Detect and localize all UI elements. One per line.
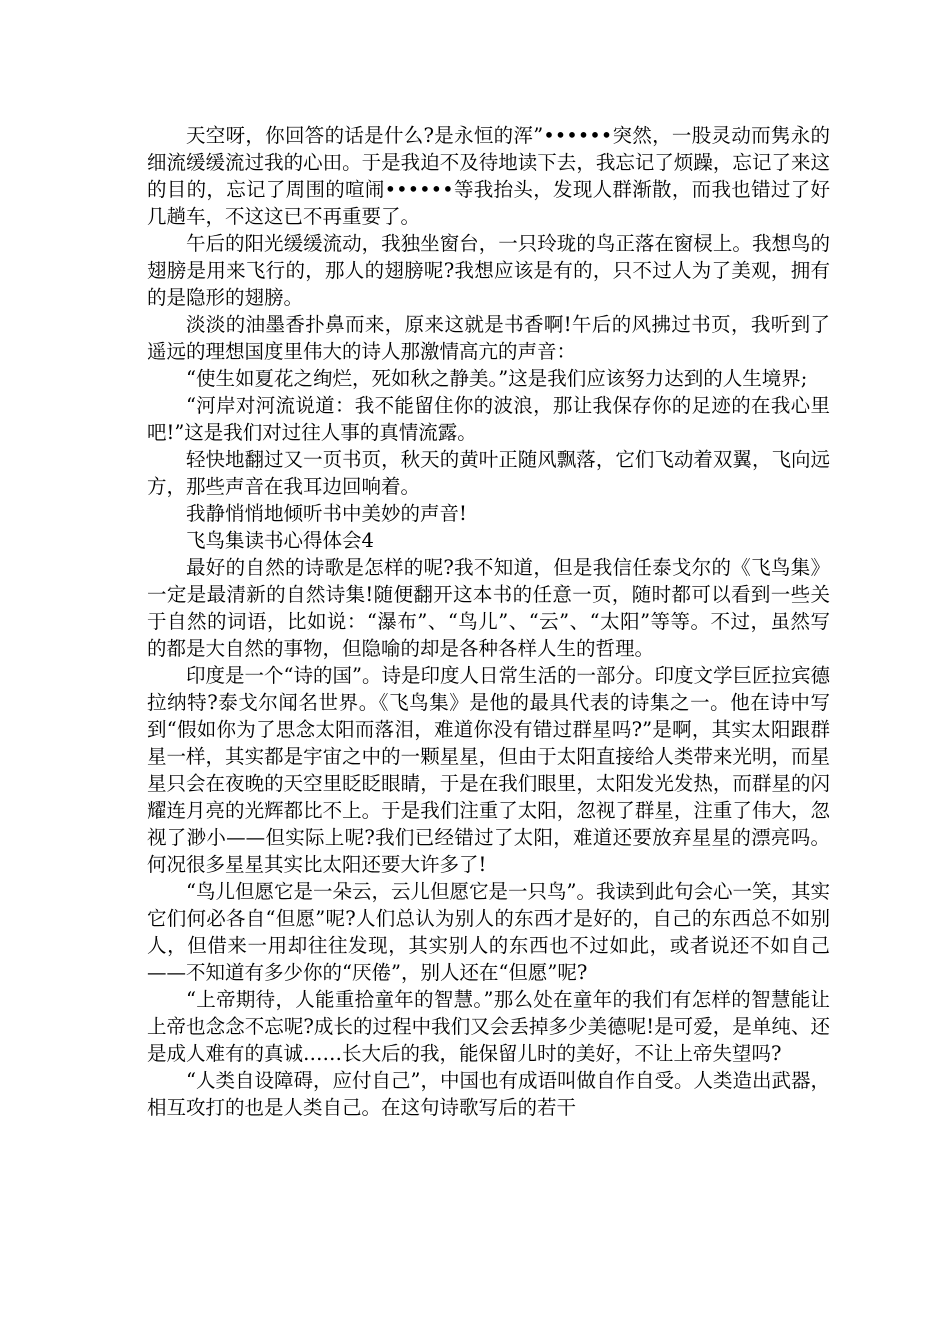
paragraph: 我静悄悄地倾听书中美妙的声音! — [186, 502, 467, 525]
paragraph: “上帝期待，人能重拾童年的智慧。”那么处在童年的我们有怎样的智慧能让上帝也念念不忘呢?成长的过程中我们又会丢掉多少美德呢!是可爱，是单纯、还是成人难有的真诚……长大后的我，能保留儿时的美好，不让上帝失望吗? — [147, 988, 830, 1065]
paragraph: “使生如夏花之绚烂，死如秋之静美。”这是我们应该努力达到的人生境界; — [186, 367, 808, 390]
paragraph: 天空呀，你回答的话是什么?是永恒的浑”••••••突然，一股灵动而隽永的细流缓缓流过我的心田。于是我迫不及待地读下去，我忘记了烦躁，忘记了来这的目的，忘记了周围的喧闹••••••等我抬头，发现人群渐散，而我也错过了好几趟车，不这这已不再重要了。 — [147, 124, 830, 228]
section-heading: 飞鸟集读书心得体会4 — [186, 529, 374, 552]
paragraph: “河岸对河流说道：我不能留住你的波浪，那让我保存你的足迹的在我心里吧!”这是我们对过往人事的真情流露。 — [147, 394, 830, 444]
paragraph: 午后的阳光缓缓流动，我独坐窗台，一只玲珑的鸟正落在窗棂上。我想鸟的翅膀是用来飞行的，那人的翅膀呢?我想应该是有的，只不过人为了美观，拥有的是隐形的翅膀。 — [147, 232, 830, 309]
paragraph: 最好的自然的诗歌是怎样的呢?我不知道，但是我信任泰戈尔的《飞鸟集》一定是最清新的自然诗集!随便翻开这本书的任意一页，随时都可以看到一些关于自然的词语，比如说：“瀑布”、“鸟儿”、“云”、“太阳”等等。不过，虽然写的都是大自然的事物，但隐喻的却是各种各样人生的哲理。 — [147, 556, 830, 660]
paragraph: 淡淡的油墨香扑鼻而来，原来这就是书香啊!午后的风拂过书页，我听到了遥远的理想国度里伟大的诗人那激情高亢的声音： — [147, 313, 830, 363]
body-text — [147, 122, 830, 1121]
paragraph: “鸟儿但愿它是一朵云，云儿但愿它是一只鸟”。我读到此句会心一笑，其实它们何必各自“但愿”呢?人们总认为别人的东西才是好的，自己的东西总不如别人，但借来一用却往往发现，其实别人的东西也不过如此，或者说还不如自己——不知道有多少你的“厌倦”，别人还在“但愿”呢? — [147, 880, 830, 984]
paragraph: 轻快地翻过又一页书页，秋天的黄叶正随风飘落，它们飞动着双翼，飞向远方，那些声音在我耳边回响着。 — [147, 448, 830, 498]
paragraph: 印度是一个“诗的国”。诗是印度人日常生活的一部分。印度文学巨匠拉宾德拉纳特?泰戈尔闻名世界。《飞鸟集》是他的最具代表的诗集之一。他在诗中写到“假如你为了思念太阳而落泪，难道你没有错过群星吗?”是啊，其实太阳跟群星一样，其实都是宇宙之中的一颗星星，但由于太阳直接给人类带来光明，而星星只会在夜晚的天空里眨眨眼睛，于是在我们眼里，太阳发光发热，而群星的闪耀连月亮的光辉都比不上。于是我们注重了太阳，忽视了群星，注重了伟大，忽视了渺小——但实际上呢?我们已经错过了太阳，难道还要放弃星星的漂亮吗。何况很多星星其实比太阳还要大许多了! — [147, 664, 830, 876]
paragraph: “人类自设障碍，应付自己”，中国也有成语叫做自作自受。人类造出武器，相互攻打的也是人类自己。在这句诗歌写后的若干 — [147, 1069, 830, 1119]
